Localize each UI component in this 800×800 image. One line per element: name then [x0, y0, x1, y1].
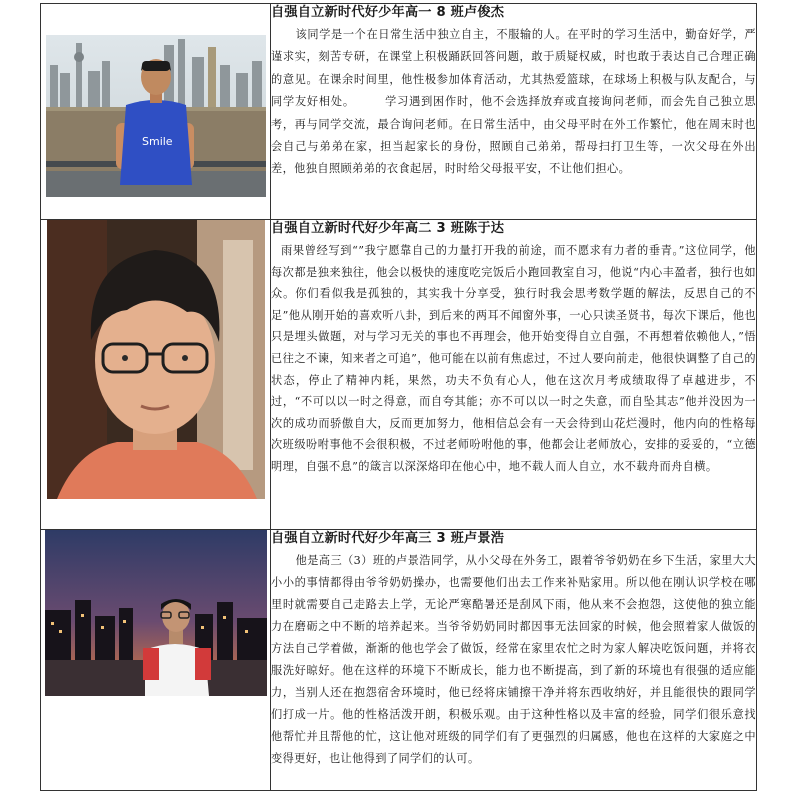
profile-text-cell: [271, 530, 757, 791]
photo-cell: [41, 220, 271, 530]
student-photo-1: [46, 35, 266, 197]
profiles-table: [40, 3, 757, 791]
svg-text:Smile: Smile: [141, 135, 173, 148]
profile-title: 自强自立新时代好少年高二 3 班陈于达: [271, 221, 505, 236]
profile-text-cell: [271, 220, 757, 530]
profile-text-cell: [271, 4, 757, 220]
portrait-blue-tank-top-city-skyline-icon: [46, 35, 266, 197]
profile-title: 自强自立新时代好少年高一 8 班卢俊杰: [271, 5, 505, 20]
photo-cell: [41, 530, 271, 791]
student-photo-3: [45, 530, 267, 696]
photo-cell: [41, 4, 271, 220]
profile-body: 该同学是一个在日常生活中独立自主，不服输的人。在平时的学习生活中，勤奋好学，严谨求实，刻苦专研，在课堂上积极踊跃回答问题，敢于质疑权威，时也敢于表达自己合理正确的意见。在课余时间里，他性极参加体育活动，尤其热爱篮球，在球场上积极与队友配合，与同学友好相处。 学习遇到困作时，他不会选择放弃或直接询问老师，而会先自己独立思考，再与同学交流，最合询问老师。在日常生活中，由父母平时在外工作繁忙，他在周末时也会自己与弟弟在家，担当起家长的身份，照顾自己弟弟，帮母扫打卫生等，一次父母在外出差，他独自照顾弟弟的衣食起居，时时给父母报平安，不让他们担心。: [271, 28, 756, 176]
profile-body: 雨果曾经写到“”我宁愿靠自己的力量打开我的前途，而不愿求有力者的垂青。”这位同学，他每次都是独来独往，他会以极快的速度吃完饭后小跑回教室自习，他说“内心丰盈者，独行也如众。你们看似我是孤独的，其实我十分享受，独行时我会思考数学题的解法，反思自己的不足”他从刚开始的喜欢听八卦，到后来的两耳不闻窗外事，一心只读圣贤书，每次下课后，他也只是埋头做题，对与学习无关的事也不再理会，他开始变得自立自强，不再想着依赖他人，”悟已往之不谏，知来者之可追”，他可能在以前有焦虑过，不过人要向前走，他很快调整了自己的状态，停止了精神内耗，果然，功夫不负有心人，他在这次月考成绩取得了卓越进步，不过，“不可以以一时之得意，而自夸其能；亦不可以以一时之失意，而自坠其志”他并没因为一次的成功而骄傲自大，反而更加努力，他相信总会有一天会待到山花烂漫时，他内向的性格每次班级吩咐事他不会很积极，不过老师吩咐他的事，他都会让老师放心，安排的妥妥的，“立德明理，自强不息”的箴言以深深烙印在他心中，地不载人而人自立，水不载舟而舟自横。: [271, 244, 756, 473]
student-photo-2: [47, 220, 265, 499]
profile-row: [41, 220, 757, 530]
profile-title: 自强自立新时代好少年高三 3 班卢景浩: [271, 531, 505, 546]
profile-body: 他是高三（3）班的卢景浩同学，从小父母在外务工，跟着爷爷奶奶在乡下生活，家里大大小小的事情都得由爷爷奶奶操办，也需要他们出去工作来补贴家用。所以他在刚认识学校在哪里时就需要自己走路去上学，无论严寒酷暑还是刮风下雨，他从来不会抱怨，这使他的独立能力在磨砺之中不断的培养起来。当爷爷奶奶同时都因事无法回家的时候，他会照着家人做饭的方法自己学着做，渐渐的他也学会了做饭，经常在家里农忙之时为家人解决吃饭问题，并将衣服洗好晾好。他在这样的环境下不断成长，能力也不断提高，到了新的环境也有很强的适应能力，当别人还在抱怨宿舍环境时，他已经将床铺擦干净并将东西收纳好，并且能很快的跟同学们打成一片。他的性格活泼开朗，积极乐观。由于这种性格以及丰富的经验，同学们很乐意找他帮忙并且帮他的忙，这让他对班级的同学们有了更强烈的归属感，他也在这样的大家庭之中变得更好，也让他得到了同学们的认可。: [271, 554, 756, 765]
profile-row: [41, 530, 757, 791]
portrait-sunset-city-night-icon: [45, 530, 267, 696]
portrait-glasses-closeup-icon: [47, 220, 265, 499]
profile-row: [41, 4, 757, 220]
